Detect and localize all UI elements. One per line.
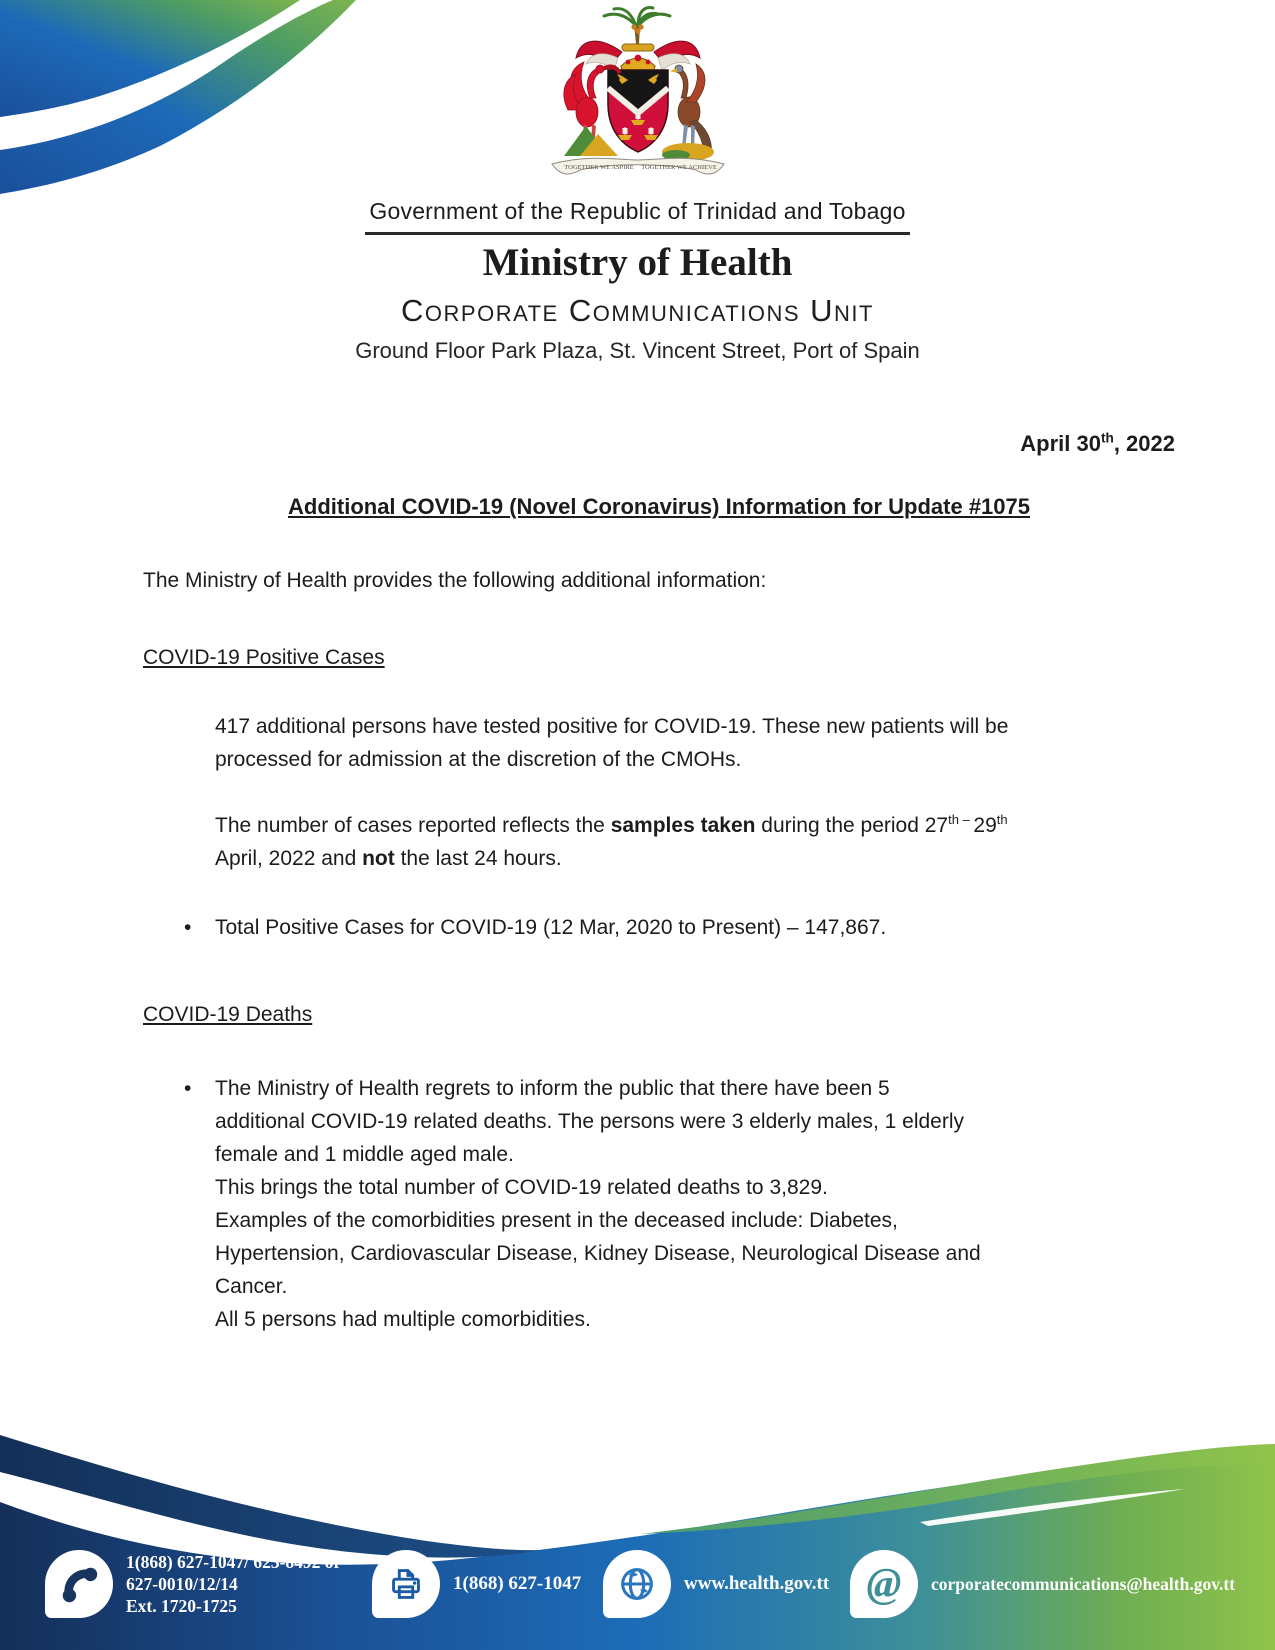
- positive-cases-bullets: [143, 911, 1175, 944]
- coat-of-arms: [533, 6, 743, 192]
- email-address: corporatecommunications@health.gov.tt: [931, 1573, 1236, 1594]
- email-icon: [850, 1550, 918, 1618]
- intro-paragraph: The Ministry of Health provides the following additional information:: [143, 569, 767, 592]
- ministry-title: Ministry of Health: [482, 241, 793, 284]
- contact-website: [603, 1550, 829, 1618]
- footer-contacts: [0, 1550, 1275, 1630]
- deaths-bullet: • The Ministry of Health regrets to inform the public that there have been 5 additional COVID-19 related deaths. The persons were 3 elderly males, 1 elderly female and 1 middle aged male. This brings the total number of COVID-19 related deaths to 3,829. Examples of the comorbidities present in the deceased include: Diabetes, Hypertension, Cardiovascular Disease, Kidney Disease, Neurological Disease and Cancer. All 5 persons had multiple comorbidities.: [215, 1072, 1175, 1336]
- at-glyph: @: [866, 1561, 902, 1607]
- section-heading-positive-cases: COVID-19 Positive Cases: [143, 646, 385, 669]
- contact-fax: [372, 1550, 581, 1618]
- address-line: Ground Floor Park Plaza, St. Vincent Street, Port of Spain: [355, 338, 920, 363]
- positive-cases-paragraph-2: The number of cases reported reflects the samples taken during the period $27^{th -}$ 29th April, 2022 and not the last 24 hours.: [215, 812, 1008, 870]
- deaths-bullets: [143, 1072, 1175, 1336]
- unit-title: Corporate Communications Unit: [401, 293, 874, 328]
- footer: [0, 1430, 1275, 1650]
- letterhead: [0, 6, 1275, 364]
- motto-left: TOGETHER WE ASPIRE: [563, 164, 634, 171]
- globe-icon: [603, 1550, 671, 1618]
- phone-icon: [45, 1550, 113, 1618]
- positive-cases-paragraph-1: 417 additional persons have tested positive for COVID-19. These new patients will be processed for admission at the discretion of the CMOHs.: [215, 715, 1009, 771]
- phone-line-3: Ext. 1720-1725: [126, 1596, 237, 1616]
- letter-body: [143, 427, 1175, 1336]
- total-positive-cases-bullet: • Total Positive Cases for COVID-19 (12 Mar, 2020 to Present) – 147,867.: [215, 911, 1175, 944]
- contact-phone: [45, 1550, 341, 1618]
- fax-number: 1(868) 627-1047: [453, 1573, 582, 1594]
- cocrico: [670, 64, 711, 156]
- document-title: Additional COVID-19 (Novel Coronavirus) Information for Update #1075: [288, 494, 1030, 519]
- fax-printer-icon: [372, 1550, 440, 1618]
- motto-right: TOGETHER WE ACHIEVE: [640, 164, 717, 171]
- section-heading-deaths: COVID-19 Deaths: [143, 1003, 313, 1026]
- website-url: www.health.gov.tt: [684, 1573, 830, 1594]
- government-line: Government of the Republic of Trinidad and Tobago: [365, 198, 909, 235]
- phone-line-2: 627-0010/12/14: [126, 1574, 238, 1594]
- contact-email: [850, 1550, 1235, 1618]
- phone-line-1: 1(868) 627-1047/ 623-8492 or: [126, 1552, 342, 1572]
- date-line: April 30th, 2022: [1020, 430, 1175, 456]
